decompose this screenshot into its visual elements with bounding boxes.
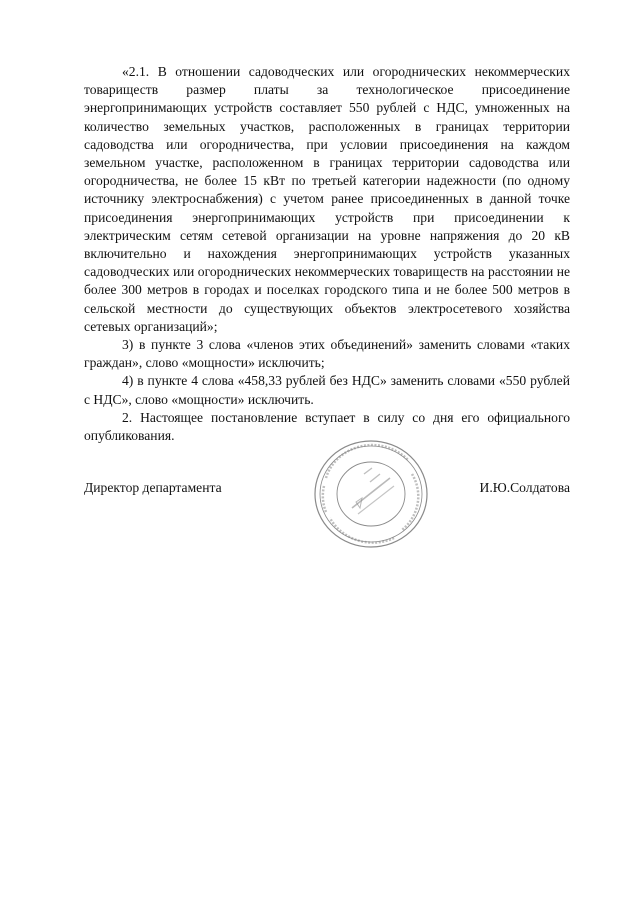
- paragraph-section-2: 2. Настоящее постановление вступает в силу со дня его официального опубликования.: [84, 409, 570, 444]
- document-body: [84, 63, 570, 445]
- paragraph-item-3: 3) в пункте 3 слова «членов этих объединений» заменить словами «таких граждан», слово «мощности» исключить;: [84, 337, 570, 371]
- signatory-position: Директор департамента: [84, 480, 222, 495]
- official-seal-icon: [312, 438, 430, 550]
- paragraph-2-1: «2.1. В отношении садоводческих или огороднических некоммерческих товариществ размер платы за технологическое присоединение энергопринимающих устройств составляет 550 рублей с НДС, умноженных на количество земельных участков, расположенных в границах территории садоводства или огородничества, при условии присоединения на каждом земельном участке, расположенном в границах территории садоводства или огородничества, не более 15 кВт по третьей категории надежности (по одному источнику электроснабжения) с учетом ранее присоединенных в данной точке присоединения энергопринимающих устройств при присоединении к электрическим сетям сетевой организации на уровне напряжения до 20 кВ включительно и нахождения энергопринимающих устройств указанных садоводческих или огороднических некоммерческих товариществ на расстоянии не более 300 метров в городах и поселках городского типа и не более 500 метров в сельской местности до существующих объектов электросетевого хозяйства сетевых организаций»;: [84, 64, 570, 334]
- signatory-name: И.Ю.Солдатова: [479, 480, 570, 495]
- paragraph-item-4: 4) в пункте 4 слова «458,33 рублей без НДС» заменить словами «550 рублей с НДС», слово «мощности» исключить.: [84, 373, 570, 407]
